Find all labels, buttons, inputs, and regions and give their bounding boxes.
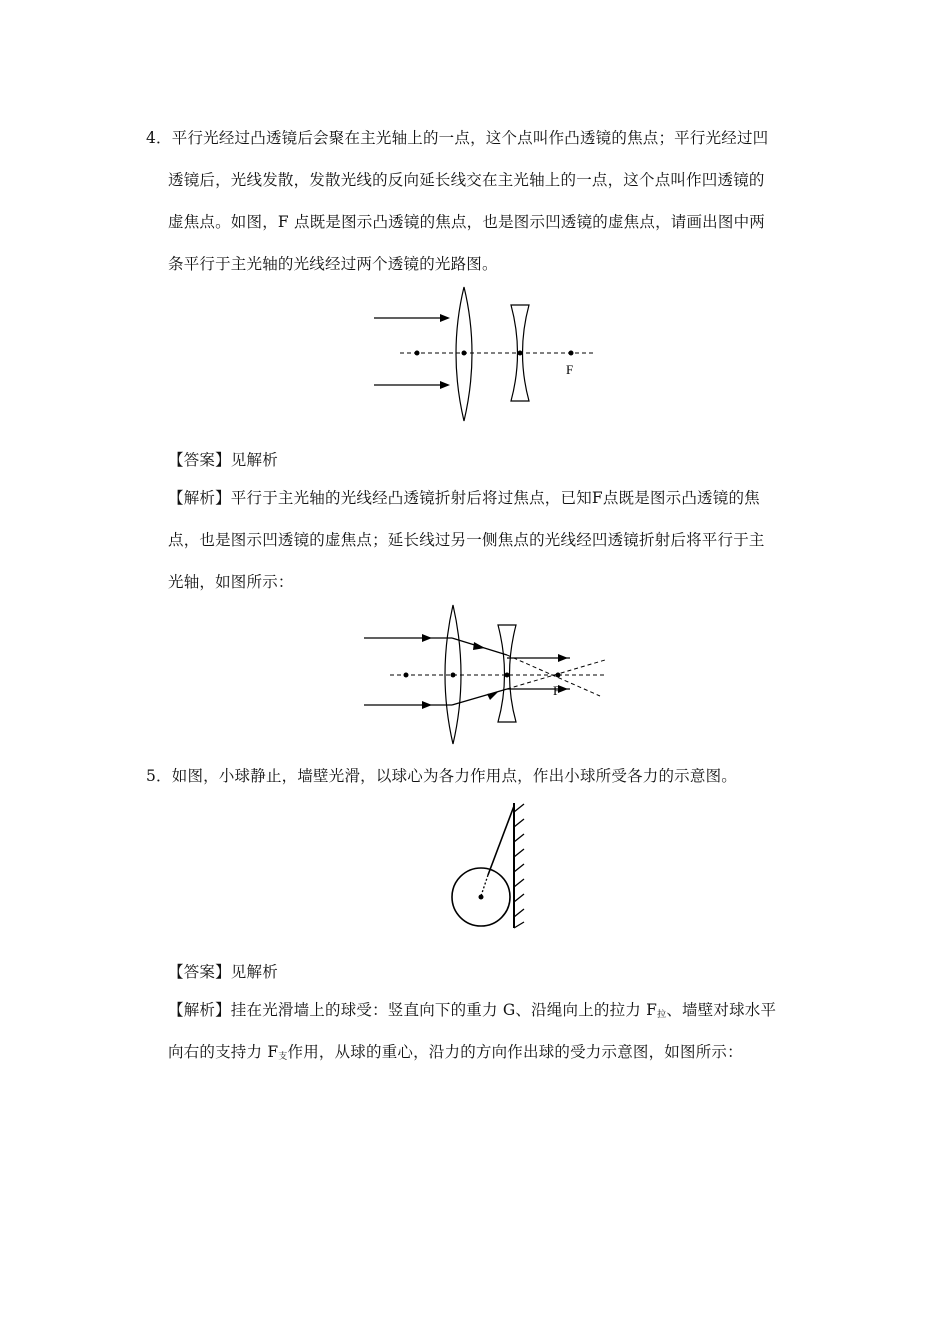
arrowhead-bottom-in [422, 701, 432, 709]
q4-analysis-line-3: 光轴，如图所示： [168, 573, 294, 591]
arrowhead-top-refract [473, 642, 485, 650]
analysis-text: 作用，从球的重心，沿力的方向作出球的受力示意图，如图所示： [287, 1043, 743, 1061]
q5-answer: 【答案】见解析 [168, 963, 278, 981]
wall-hatching [514, 804, 524, 928]
convex-lens-center [451, 673, 456, 678]
arrowhead-bottom [440, 381, 450, 389]
q4-analysis-line-2: 点，也是图示凹透镜的虚焦点；延长线过另一侧焦点的光线经凹透镜折射后将平行于主 [168, 531, 765, 549]
focal-point-left [415, 351, 420, 356]
q5-analysis-line-1 [168, 1000, 776, 1025]
q4-line-3: 虚焦点。如图，F 点既是图示凸透镜的焦点，也是图示凹透镜的虚焦点，请画出图中两 [168, 213, 765, 231]
q4-answer: 【答案】见解析 [168, 451, 278, 469]
q5-analysis-line-2 [168, 1042, 743, 1067]
q4-line-2: 透镜后，光线发散，发散光线的反向延长线交在主光轴上的一点，这个点叫作凹透镜的 [168, 171, 765, 189]
focal-point-F [569, 351, 574, 356]
arrowhead-top-out [558, 654, 568, 662]
lens-figure-question [370, 285, 600, 425]
focal-label-F: F [566, 362, 574, 377]
focal-point-left [404, 673, 409, 678]
arrowhead-bottom-refract [487, 692, 498, 700]
focal-label-F: F [553, 683, 561, 698]
concave-lens-center [518, 351, 523, 356]
q4-analysis-line-1: 【解析】平行于主光轴的光线经凸透镜折射后将过焦点，已知F点既是图示凸透镜的焦 [168, 489, 760, 507]
q4-line-1: 4．平行光经过凸透镜后会聚在主光轴上的一点，这个点叫作凸透镜的焦点；平行光经过凹 [146, 129, 769, 147]
analysis-text: 、墙壁对球水平 [666, 1001, 777, 1019]
subscript-la: 拉 [657, 1010, 667, 1020]
rope [488, 806, 514, 875]
arrowhead-top-in [422, 634, 432, 642]
q4-line-4: 条平行于主光轴的光线经过两个透镜的光路图。 [168, 255, 498, 273]
lens-figure-solution [360, 602, 620, 747]
analysis-text: 向右的支持力 F [168, 1043, 279, 1061]
rope-to-center-dotted [481, 875, 488, 896]
concave-lens-center [505, 673, 510, 678]
convex-lens-center [462, 351, 467, 356]
subscript-zhi: 支 [278, 1052, 288, 1062]
ball-wall-figure [448, 800, 558, 932]
ball-center [479, 895, 484, 900]
q5-question: 5．如图，小球静止，墙壁光滑，以球心为各力作用点，作出小球所受各力的示意图。 [146, 767, 737, 785]
arrowhead-top [440, 314, 450, 322]
focal-point-F [556, 673, 561, 678]
analysis-text: 【解析】挂在光滑墙上的球受：竖直向下的重力 G、沿绳向上的拉力 F [168, 1001, 658, 1019]
